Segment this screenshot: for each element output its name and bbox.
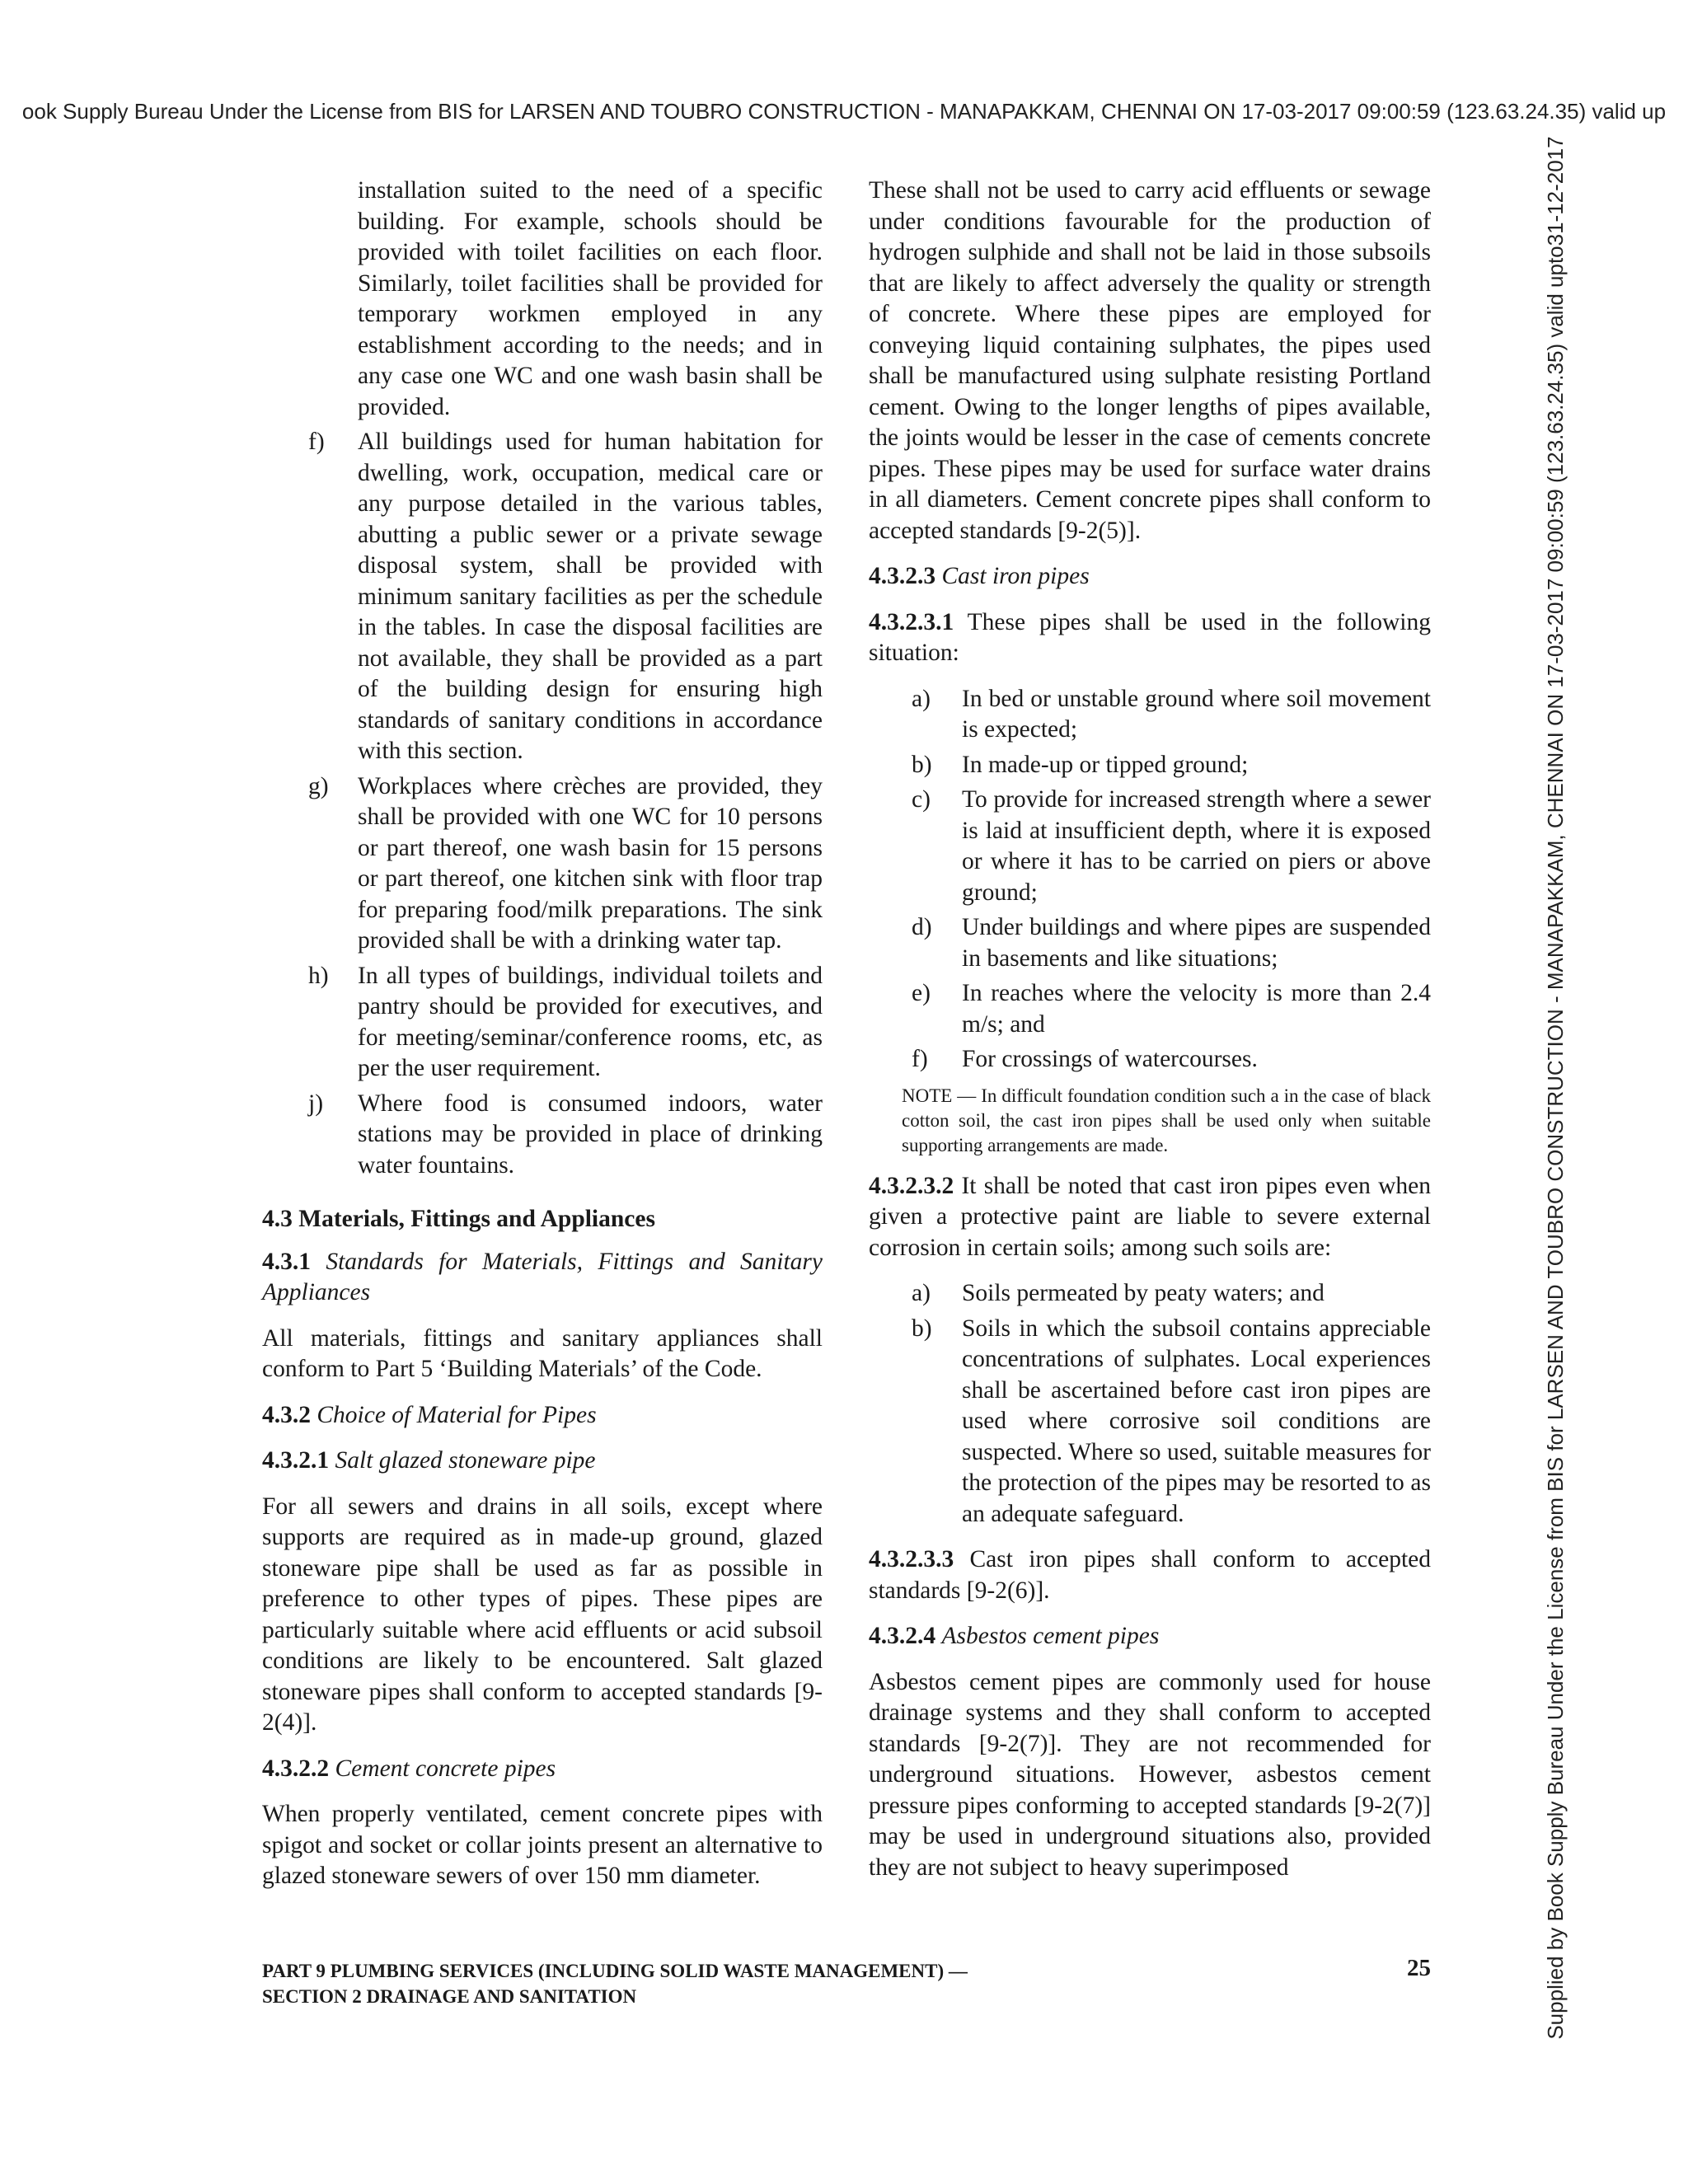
- list-label: a): [912, 1280, 931, 1306]
- list-label: d): [912, 914, 932, 940]
- paragraph-continuation: These shall not be used to carry acid effluents or sewage under conditions favourable for the production of hydrogen sulphide and shall not be laid in those subsoils that are likely to affect adversely the quality or strength of concrete. Where these pipes are employed for conveying liquid containing sulphates, the pipes used shall be manufactured using sulphate resisting Portland cement. Owing to the longer lengths of pipes available, the joints would be lesser in the case of cements concrete pipes. These pipes may be used for surface water drains in all diameters. Cement concrete pipes shall conform to accepted standards [9-2(5)].: [869, 177, 1431, 544]
- paragraph-text: It shall be noted that cast iron pipes even when given a protective paint are liable to severe external corrosion in certain soils; among such soils are:: [869, 1172, 1432, 1261]
- watermark-top: ook Supply Bureau Under the License from BIS for LARSEN AND TOUBRO CONSTRUCTION - MANAPAKKAM, CHENNAI ON 17-03-2017 09:00:59 (123.63.24.35) valid up: [21, 99, 1667, 124]
- paragraph: All materials, fittings and sanitary appliances shall conform to Part 5 ‘Building Materials’ of the Code.: [262, 1324, 823, 1382]
- list-item-f: [869, 1044, 1431, 1076]
- list-text: In reaches where the velocity is more than 2.4 m/s; and: [962, 980, 1431, 1038]
- list-item-d: [869, 912, 1431, 974]
- section-number: 4.3.2.2: [262, 1755, 330, 1782]
- right-column: [869, 176, 1431, 1898]
- list-text: In bed or unstable ground where soil movement is expected;: [962, 685, 1431, 743]
- list-item-b: [869, 750, 1431, 781]
- paragraph-text: Cast iron pipes shall conform to accepted standards [9-2(6)].: [869, 1546, 1431, 1604]
- list-label: f): [308, 429, 325, 455]
- subsection-4-3-2-2-heading: [262, 1754, 823, 1785]
- section-number: 4.3.2.3.2: [869, 1172, 954, 1199]
- watermark-side: Supplied by Book Supply Bureau Under the License from BIS for LARSEN AND TOUBRO CONSTRUCTION - MANAPAKKAM, CHENNAI ON 17-03-2017 09:00:59 (123.63.24.35) valid upto31-12-2017: [1543, 136, 1568, 2040]
- paragraph-4-3-2-3-3: [869, 1544, 1431, 1606]
- paragraph-4-3-2-3-1: [869, 607, 1431, 669]
- item-e-continuation: installation suited to the need of a specific building. For example, schools should be provided with toilet facilities on each floor. Similarly, toilet facilities shall be provided for temporary workmen employed in any establishment according to the needs; and in any case one WC and one wash basin shall be provided.: [358, 177, 823, 420]
- section-title: Asbestos cement pipes: [941, 1623, 1160, 1649]
- list-text: Under buildings and where pipes are suspended in basements and like situations;: [962, 914, 1431, 972]
- list-text: Soils permeated by peaty waters; and: [962, 1280, 1325, 1306]
- list-item-a: [869, 684, 1431, 746]
- paragraph-4-3-2-3-2: [869, 1171, 1431, 1264]
- section-number: 4.3.1: [262, 1248, 311, 1275]
- section-number: 4.3.2: [262, 1401, 311, 1428]
- list-text: For crossings of watercourses.: [962, 1046, 1258, 1072]
- list-label: a): [912, 685, 931, 712]
- section-number: 4.3.2.4: [869, 1623, 936, 1649]
- list-item-j: [262, 1089, 823, 1182]
- list-text: In made-up or tipped ground;: [962, 751, 1249, 778]
- note: NOTE — In difficult foundation condition such a in the case of black cotton soil, the cast iron pipes shall be used only when suitable supporting arrangements are made.: [902, 1085, 1431, 1155]
- list-label: b): [912, 751, 932, 778]
- list-text: Soils in which the subsoil contains appreciable concentrations of sulphates. Local experiences shall be ascertained before cast iron pipes are used where corrosive soil conditions are suspected. Where so used, suitable measures for the protection of the pipes may be resorted to as an adequate safeguard.: [962, 1315, 1431, 1527]
- footer-running-title: [262, 1958, 968, 2009]
- list-label: b): [912, 1315, 932, 1342]
- list-label: c): [912, 786, 931, 813]
- list-item-c: [869, 785, 1431, 908]
- list-label: j): [308, 1090, 324, 1117]
- list-item-e: [869, 978, 1431, 1040]
- page-number: 25: [1407, 1955, 1431, 1981]
- footer-line-2: SECTION 2 DRAINAGE AND SANITATION: [262, 1986, 637, 2007]
- section-number: 4.3.2.3: [869, 563, 936, 589]
- list-text: Where food is consumed indoors, water stations may be provided in place of drinking water fountains.: [358, 1090, 823, 1179]
- subsection-4-3-1-heading: [262, 1247, 823, 1309]
- section-title: Choice of Material for Pipes: [316, 1401, 597, 1428]
- list-label: f): [912, 1046, 928, 1072]
- list-label: g): [308, 772, 329, 799]
- list-label: e): [912, 980, 931, 1006]
- subsection-4-3-2-4-heading: [869, 1621, 1431, 1652]
- section-number: 4.3.2.3.3: [869, 1546, 954, 1572]
- section-title: Cement concrete pipes: [335, 1755, 556, 1782]
- paragraph-text: These pipes shall be used in the following situation:: [869, 608, 1431, 666]
- paragraph: When properly ventilated, cement concrete pipes with spigot and socket or collar joints present an alternative to glazed stoneware sewers of over 150 mm diameter.: [262, 1801, 823, 1889]
- subsection-4-3-2-3-heading: [869, 561, 1431, 593]
- paragraph: For all sewers and drains in all soils, except where supports are required as in made-up ground, glazed stoneware pipe shall be used as far as possible in preference to other types of pipes. These pipes are particularly suitable where acid effluents or acid subsoil conditions are likely to be encountered. Salt glazed stoneware pipes shall conform to accepted standards [9-2(4)].: [262, 1493, 823, 1736]
- list-item-b: [869, 1314, 1431, 1530]
- section-title: Salt glazed stoneware pipe: [335, 1447, 596, 1474]
- list-label: h): [308, 962, 329, 989]
- list-text: In all types of buildings, individual toilets and pantry should be provided for executives, and for meeting/seminar/conference rooms, etc, as per the user requirement.: [358, 962, 823, 1081]
- list-text: All buildings used for human habitation for dwelling, work, occupation, medical care or any purpose detailed in the various tables, abutting a public sewer or a private sewage disposal system, shall be provided with minimum sanitary facilities as per the schedule in the tables. In case the disposal facilities are not available, they shall be provided as a part of the building design for ensuring high standards of sanitary conditions in accordance with this section.: [358, 429, 823, 764]
- section-title: Standards for Materials, Fittings and Sanitary Appliances: [262, 1248, 823, 1305]
- list-text: To provide for increased strength where a sewer is laid at insufficient depth, where it is exposed or where it has to be carried on piers or above ground;: [962, 786, 1431, 906]
- list-item-h: [262, 961, 823, 1085]
- section-heading-4-3: 4.3 Materials, Fittings and Appliances: [262, 1206, 655, 1232]
- subsection-4-3-2-heading: [262, 1400, 823, 1432]
- section-number: 4.3.2.1: [262, 1447, 330, 1474]
- left-column: [262, 176, 823, 1907]
- footer-line-1: PART 9 PLUMBING SERVICES (INCLUDING SOLID WASTE MANAGEMENT) —: [262, 1961, 968, 1981]
- list-item-a: [869, 1278, 1431, 1310]
- subsection-4-3-2-1-heading: [262, 1446, 823, 1477]
- list-item-g: [262, 771, 823, 957]
- list-text: Workplaces where crèches are provided, they shall be provided with one WC for 10 persons or part thereof, one wash basin for 15 persons or part thereof, one kitchen sink with floor trap for preparing food/milk preparations. The sink provided shall be with a drinking water tap.: [358, 772, 823, 954]
- section-title: Cast iron pipes: [941, 563, 1090, 589]
- list-item-f: [262, 427, 823, 767]
- paragraph: Asbestos cement pipes are commonly used for house drainage systems and they shall conform to accepted standards [9-2(7)]. They are not recommended for underground situations. However, asbestos cement pressure pipes conforming to accepted standards [9-2(7)] may be used in underground situations also, provided they are not subject to heavy superimposed: [869, 1668, 1431, 1881]
- section-number: 4.3.2.3.1: [869, 608, 954, 635]
